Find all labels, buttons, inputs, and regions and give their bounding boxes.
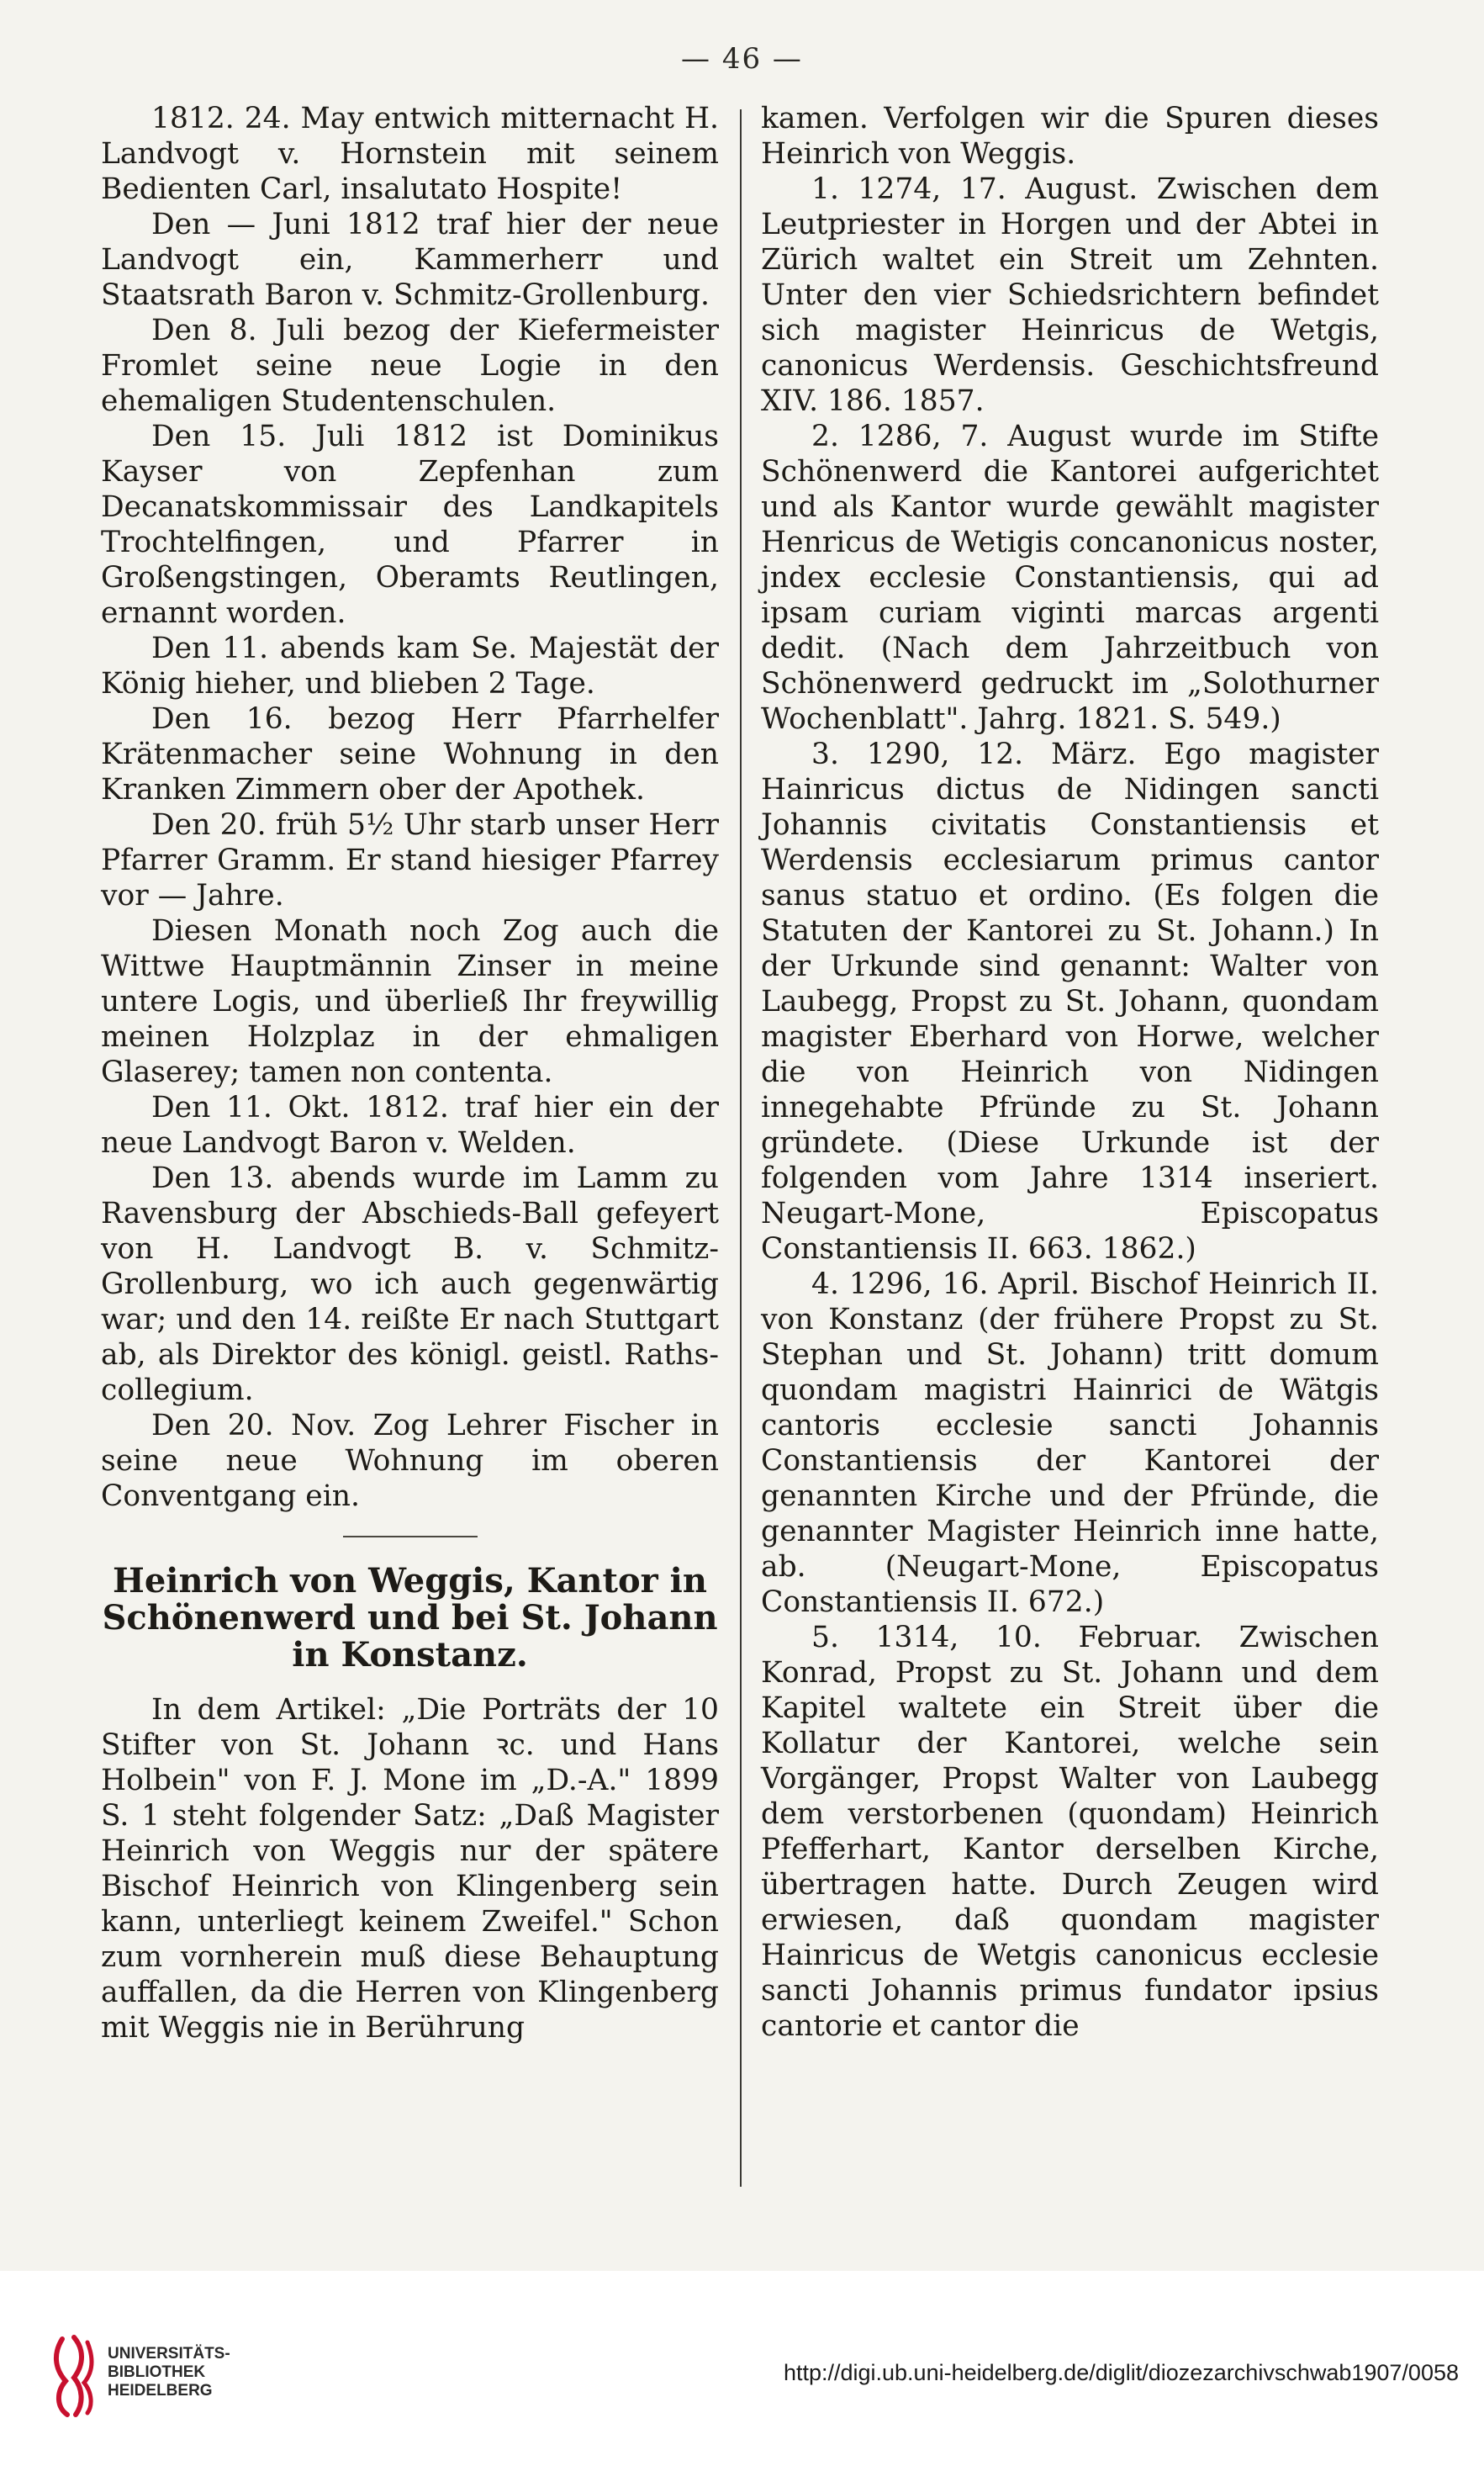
paragraph: Den 11. Okt. 1812. traf hier ein der neue Landvogt Baron v. Welden. — [101, 1091, 719, 1160]
paragraph: 1. 1274, 17. August. Zwischen dem Leutpriester in Horgen und der Abtei in Zürich waltet ein Streit um Zehnten. Unter den vier Schiedsrichtern befindet sich magister Heinricus de Wetgis, canonicus Werdensis. Geschichtsfreund XIV. 186. 1857. — [761, 172, 1379, 418]
right-column — [761, 101, 1379, 2044]
paragraph: Den 20. Nov. Zog Lehrer Fischer in seine neue Wohnung im oberen Conventgang ein. — [101, 1409, 719, 1513]
paragraph: 1812. 24. May entwich mitternacht H. Landvogt v. Hornstein mit seinem Bedienten Carl, insalutato Hospite! — [101, 102, 719, 206]
paragraph: Den 11. abends kam Se. Majestät der König hieher, und blieben 2 Tage. — [101, 632, 719, 701]
footer — [0, 2271, 1484, 2487]
paragraph: Den 8. Juli bezog der Kiefermeister Fromlet seine neue Logie in den ehemaligen Studentenschulen. — [101, 314, 719, 418]
library-name-line: BIBLIOTHEK — [108, 2363, 206, 2381]
paragraph: 3. 1290, 12. März. Ego magister Hainricus dictus de Nidingen sancti Johannis civitatis Constantiensis et Werdensis ecclesiarum primus cantor sanus statuo et ordino. (Es folgen die Statuten der Kantorei zu St. Johann.) In der Urkunde sind genannt: Walter von Laubegg, Propst zu St. Johann, quondam magister Eberhard von Horwe, welcher die von Heinrich von Nidingen innegehabte Pfründe zu St. Johann gründete. (Diese Urkunde ist der folgenden vom Jahre 1314 inseriert. Neugart-Mone, Episcopatus Constantiensis II. 663. 1862.) — [761, 738, 1379, 1266]
paragraph: Diesen Monath noch Zog auch die Wittwe Hauptmännin Zinser in meine untere Logis, und überließ Ihr freywillig meinen Holzplaz in der ehmaligen Glaserey; tamen non contenta. — [101, 914, 719, 1089]
paragraph-continuation: kamen. Verfolgen wir die Spuren dieses Heinrich von Weggis. — [761, 102, 1379, 171]
left-column — [101, 101, 719, 2045]
source-url-link[interactable]: http://digi.ub.uni-heidelberg.de/diglit/diozezarchivschwab1907/0058 — [783, 2360, 1459, 2385]
column-rule — [740, 109, 742, 2187]
paragraph: Den — Juni 1812 traf hier der neue Landvogt ein, Kammerherr und Staatsrath Baron v. Schmitz-Grollenburg. — [101, 208, 719, 312]
paragraph: 5. 1314, 10. Februar. Zwischen Konrad, Propst zu St. Johann und dem Kapitel waltete ein Streit über die Kollatur der Kantorei, welche sein Vorgänger, Propst Walter von Laubegg dem verstorbenen (quondam) Heinrich Pfefferhart, Kantor derselben Kirche, übertragen hatte. Durch Zeugen wird erwiesen, daß quondam magister Hainricus de Wetgis canonicus ecclesie sancti Johannis primus fundator ipsius cantorie et cantor die — [761, 1621, 1379, 2043]
paragraph: 2. 1286, 7. August wurde im Stifte Schönenwerd die Kantorei aufgerichtet und als Kantor wurde gewählt magister Henricus de Wetigis concanonicus noster, jndex ecclesie Constantiensis, qui ad ipsam curiam viginti marcas argenti dedit. (Nach dem Jahrzeitbuch von Schönenwerd gedruckt im „Solothurner Wochenblatt". Jahrg. 1821. S. 549.) — [761, 420, 1379, 736]
paragraph: Den 13. abends wurde im Lamm zu Ravensburg der Abschieds-Ball gefeyert von H. Landvogt B. v. Schmitz-Grollenburg, wo ich auch gegenwärtig war; und den 14. reißte Er nach Stuttgart ab, als Direktor des königl. geistl. Raths-collegium. — [101, 1161, 719, 1407]
paragraph: Den 15. Juli 1812 ist Dominikus Kayser von Zepfenhan zum Decanatskommissair des Landkapitels Trochtelfingen, und Pfarrer in Großengstingen, Oberamts Reutlingen, ernannt worden. — [101, 420, 719, 630]
paragraph: 4. 1296, 16. April. Bischof Heinrich II. von Konstanz (der frühere Propst zu St. Stephan und St. Johann) tritt domum quondam magistri Hainrici de Wätgis cantoris ecclesie sancti Johannis Constantiensis der Kantorei der genannten Kirche und der Pfründe, die genannter Magister Heinrich inne hatte, ab. (Neugart-Mone, Episcopatus Constantiensis II. 672.) — [761, 1267, 1379, 1619]
paragraph: Den 20. früh 5½ Uhr starb unser Herr Pfarrer Gramm. Er stand hiesiger Pfarrey vor — Jahre. — [101, 808, 719, 913]
section-heading: Heinrich von Weggis, Kantor in Schönenwerd und bei St. Johann in Konstanz. — [102, 1561, 718, 1675]
paragraph: In dem Artikel: „Die Porträts der 10 Stifter von St. Johann ꝛc. und Hans Holbein" von F. J. Mone im „D.-A." 1899 S. 1 steht folgender Satz: „Daß Magister Heinrich von Weggis nur der spätere Bischof Heinrich von Klingenberg sein kann, unterliegt keinem Zweifel." Schon zum vornherein muß diese Behauptung auffallen, da die Herren von Klingenberg mit Weggis nie in Berührung — [101, 1693, 719, 2045]
library-name-line: HEIDELBERG — [108, 2382, 213, 2400]
library-name — [108, 2345, 230, 2400]
library-name-line: UNIVERSITÄTS- — [108, 2345, 230, 2363]
heidelberg-university-library-logo — [50, 2334, 98, 2418]
paragraph: Den 16. bezog Herr Pfarrhelfer Krätenmacher seine Wohnung in den Kranken Zimmern ober der Apothek. — [101, 702, 719, 807]
page-number: — 46 — — [681, 42, 803, 76]
section-divider — [343, 1536, 478, 1537]
